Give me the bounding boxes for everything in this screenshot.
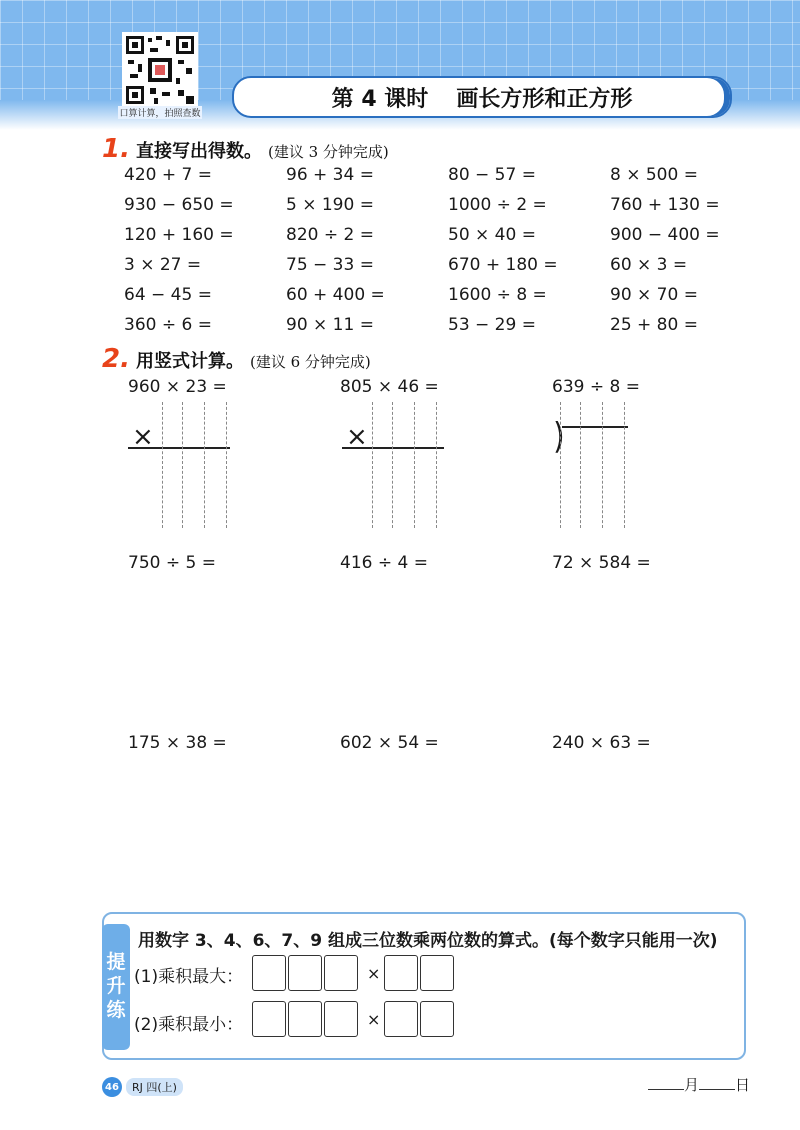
digit-guide-line [372, 402, 373, 528]
vertical-problem[interactable]: 960 × 23 = [128, 377, 227, 397]
challenge-tag [102, 924, 130, 1050]
mental-math-problem[interactable]: 90 × 70 = [610, 285, 698, 305]
answer-line [128, 447, 230, 449]
digit-box[interactable] [420, 1001, 454, 1037]
mental-math-problem[interactable]: 60 × 3 = [610, 255, 688, 275]
mental-math-problem[interactable]: 75 − 33 = [286, 255, 374, 275]
qr-code-icon[interactable] [122, 32, 198, 108]
mental-math-problem[interactable]: 90 × 11 = [286, 315, 374, 335]
challenge-prompt: 用数字 3、4、6、7、9 组成三位数乘两位数的算式。(每个数字只能用一次) [138, 931, 718, 951]
page-footer [102, 1077, 183, 1097]
lesson-number: 第 4 课时 [331, 86, 429, 112]
vertical-problem[interactable]: 416 ÷ 4 = [340, 553, 428, 573]
day-blank[interactable] [699, 1077, 735, 1090]
challenge-tag-char: 升 [106, 975, 126, 998]
mental-math-problem[interactable]: 25 + 80 = [610, 315, 698, 335]
challenge-part-2-label: (2)乘积最小： [134, 1015, 244, 1035]
section-2-number: 2. [102, 344, 130, 374]
section-2-title: 用竖式计算。 [135, 351, 244, 372]
times-sign: × [346, 422, 368, 452]
answer-line [342, 447, 444, 449]
section-2-note: (建议 6 分钟完成) [249, 353, 371, 371]
day-label: 日 [735, 1076, 751, 1094]
mental-math-problem[interactable]: 900 − 400 = [610, 225, 720, 245]
mental-math-problem[interactable]: 1600 ÷ 8 = [448, 285, 547, 305]
digit-guide-line [580, 402, 581, 528]
date-field [648, 1074, 750, 1095]
challenge-part-1-label: (1)乘积最大： [134, 967, 244, 987]
mental-math-problem[interactable]: 1000 ÷ 2 = [448, 195, 547, 215]
division-bracket: ) [553, 415, 565, 458]
digit-guide-line [602, 402, 603, 528]
mental-math-problem[interactable]: 760 + 130 = [610, 195, 720, 215]
digit-box[interactable] [252, 955, 286, 991]
digit-guide-line [204, 402, 205, 528]
challenge-tag-char: 提 [106, 951, 126, 974]
lesson-title-bar [232, 76, 732, 118]
digit-box[interactable] [384, 1001, 418, 1037]
digit-guide-line [392, 402, 393, 528]
section-2-heading [102, 344, 371, 374]
digit-box[interactable] [288, 1001, 322, 1037]
vertical-problem[interactable]: 602 × 54 = [340, 733, 439, 753]
section-1-title: 直接写出得数。 [135, 141, 262, 162]
digit-box[interactable] [384, 955, 418, 991]
vertical-problem[interactable]: 750 ÷ 5 = [128, 553, 216, 573]
mental-math-problem[interactable]: 5 × 190 = [286, 195, 374, 215]
mental-math-problem[interactable]: 820 ÷ 2 = [286, 225, 374, 245]
vertical-problem[interactable]: 240 × 63 = [552, 733, 651, 753]
digit-guide-line [624, 402, 625, 528]
mental-math-problem[interactable]: 8 × 500 = [610, 165, 698, 185]
digit-box[interactable] [252, 1001, 286, 1037]
digit-box[interactable] [324, 955, 358, 991]
mental-math-problem[interactable]: 360 ÷ 6 = [124, 315, 212, 335]
digit-guide-line [414, 402, 415, 528]
section-1-heading [102, 134, 389, 164]
month-blank[interactable] [648, 1077, 684, 1090]
vertical-problem[interactable]: 72 × 584 = [552, 553, 651, 573]
division-line [562, 426, 628, 428]
mental-math-problem[interactable]: 930 − 650 = [124, 195, 234, 215]
mental-math-problem[interactable]: 420 + 7 = [124, 165, 212, 185]
challenge-tag-char: 练 [106, 998, 126, 1021]
section-1-number: 1. [102, 134, 130, 164]
edition-label: RJ 四(上) [126, 1078, 183, 1096]
month-label: 月 [684, 1076, 700, 1094]
digit-guide-line [436, 402, 437, 528]
digit-guide-line [226, 402, 227, 528]
times-sign: × [367, 964, 381, 983]
digit-guide-line [560, 402, 561, 528]
page-title: 画长方形和正方形 [456, 86, 633, 112]
digit-guide-line [162, 402, 163, 528]
vertical-problem[interactable]: 805 × 46 = [340, 377, 439, 397]
digit-box[interactable] [420, 955, 454, 991]
mental-math-problem[interactable]: 53 − 29 = [448, 315, 536, 335]
digit-box[interactable] [324, 1001, 358, 1037]
times-sign: × [132, 422, 154, 452]
mental-math-grid [124, 163, 764, 337]
mental-math-problem[interactable]: 80 − 57 = [448, 165, 536, 185]
vertical-problem[interactable]: 639 ÷ 8 = [552, 377, 640, 397]
qr-caption: 口算计算，拍照查数 [118, 106, 202, 119]
mental-math-problem[interactable]: 64 − 45 = [124, 285, 212, 305]
mental-math-problem[interactable]: 120 + 160 = [124, 225, 234, 245]
mental-math-problem[interactable]: 670 + 180 = [448, 255, 558, 275]
mental-math-problem[interactable]: 3 × 27 = [124, 255, 202, 275]
mental-math-problem[interactable]: 60 + 400 = [286, 285, 385, 305]
mental-math-problem[interactable]: 96 + 34 = [286, 165, 374, 185]
section-1-note: (建议 3 分钟完成) [267, 143, 389, 161]
vertical-problem[interactable]: 175 × 38 = [128, 733, 227, 753]
times-sign: × [367, 1010, 381, 1029]
digit-box[interactable] [288, 955, 322, 991]
page-number: 46 [102, 1077, 122, 1097]
digit-guide-line [182, 402, 183, 528]
mental-math-problem[interactable]: 50 × 40 = [448, 225, 536, 245]
